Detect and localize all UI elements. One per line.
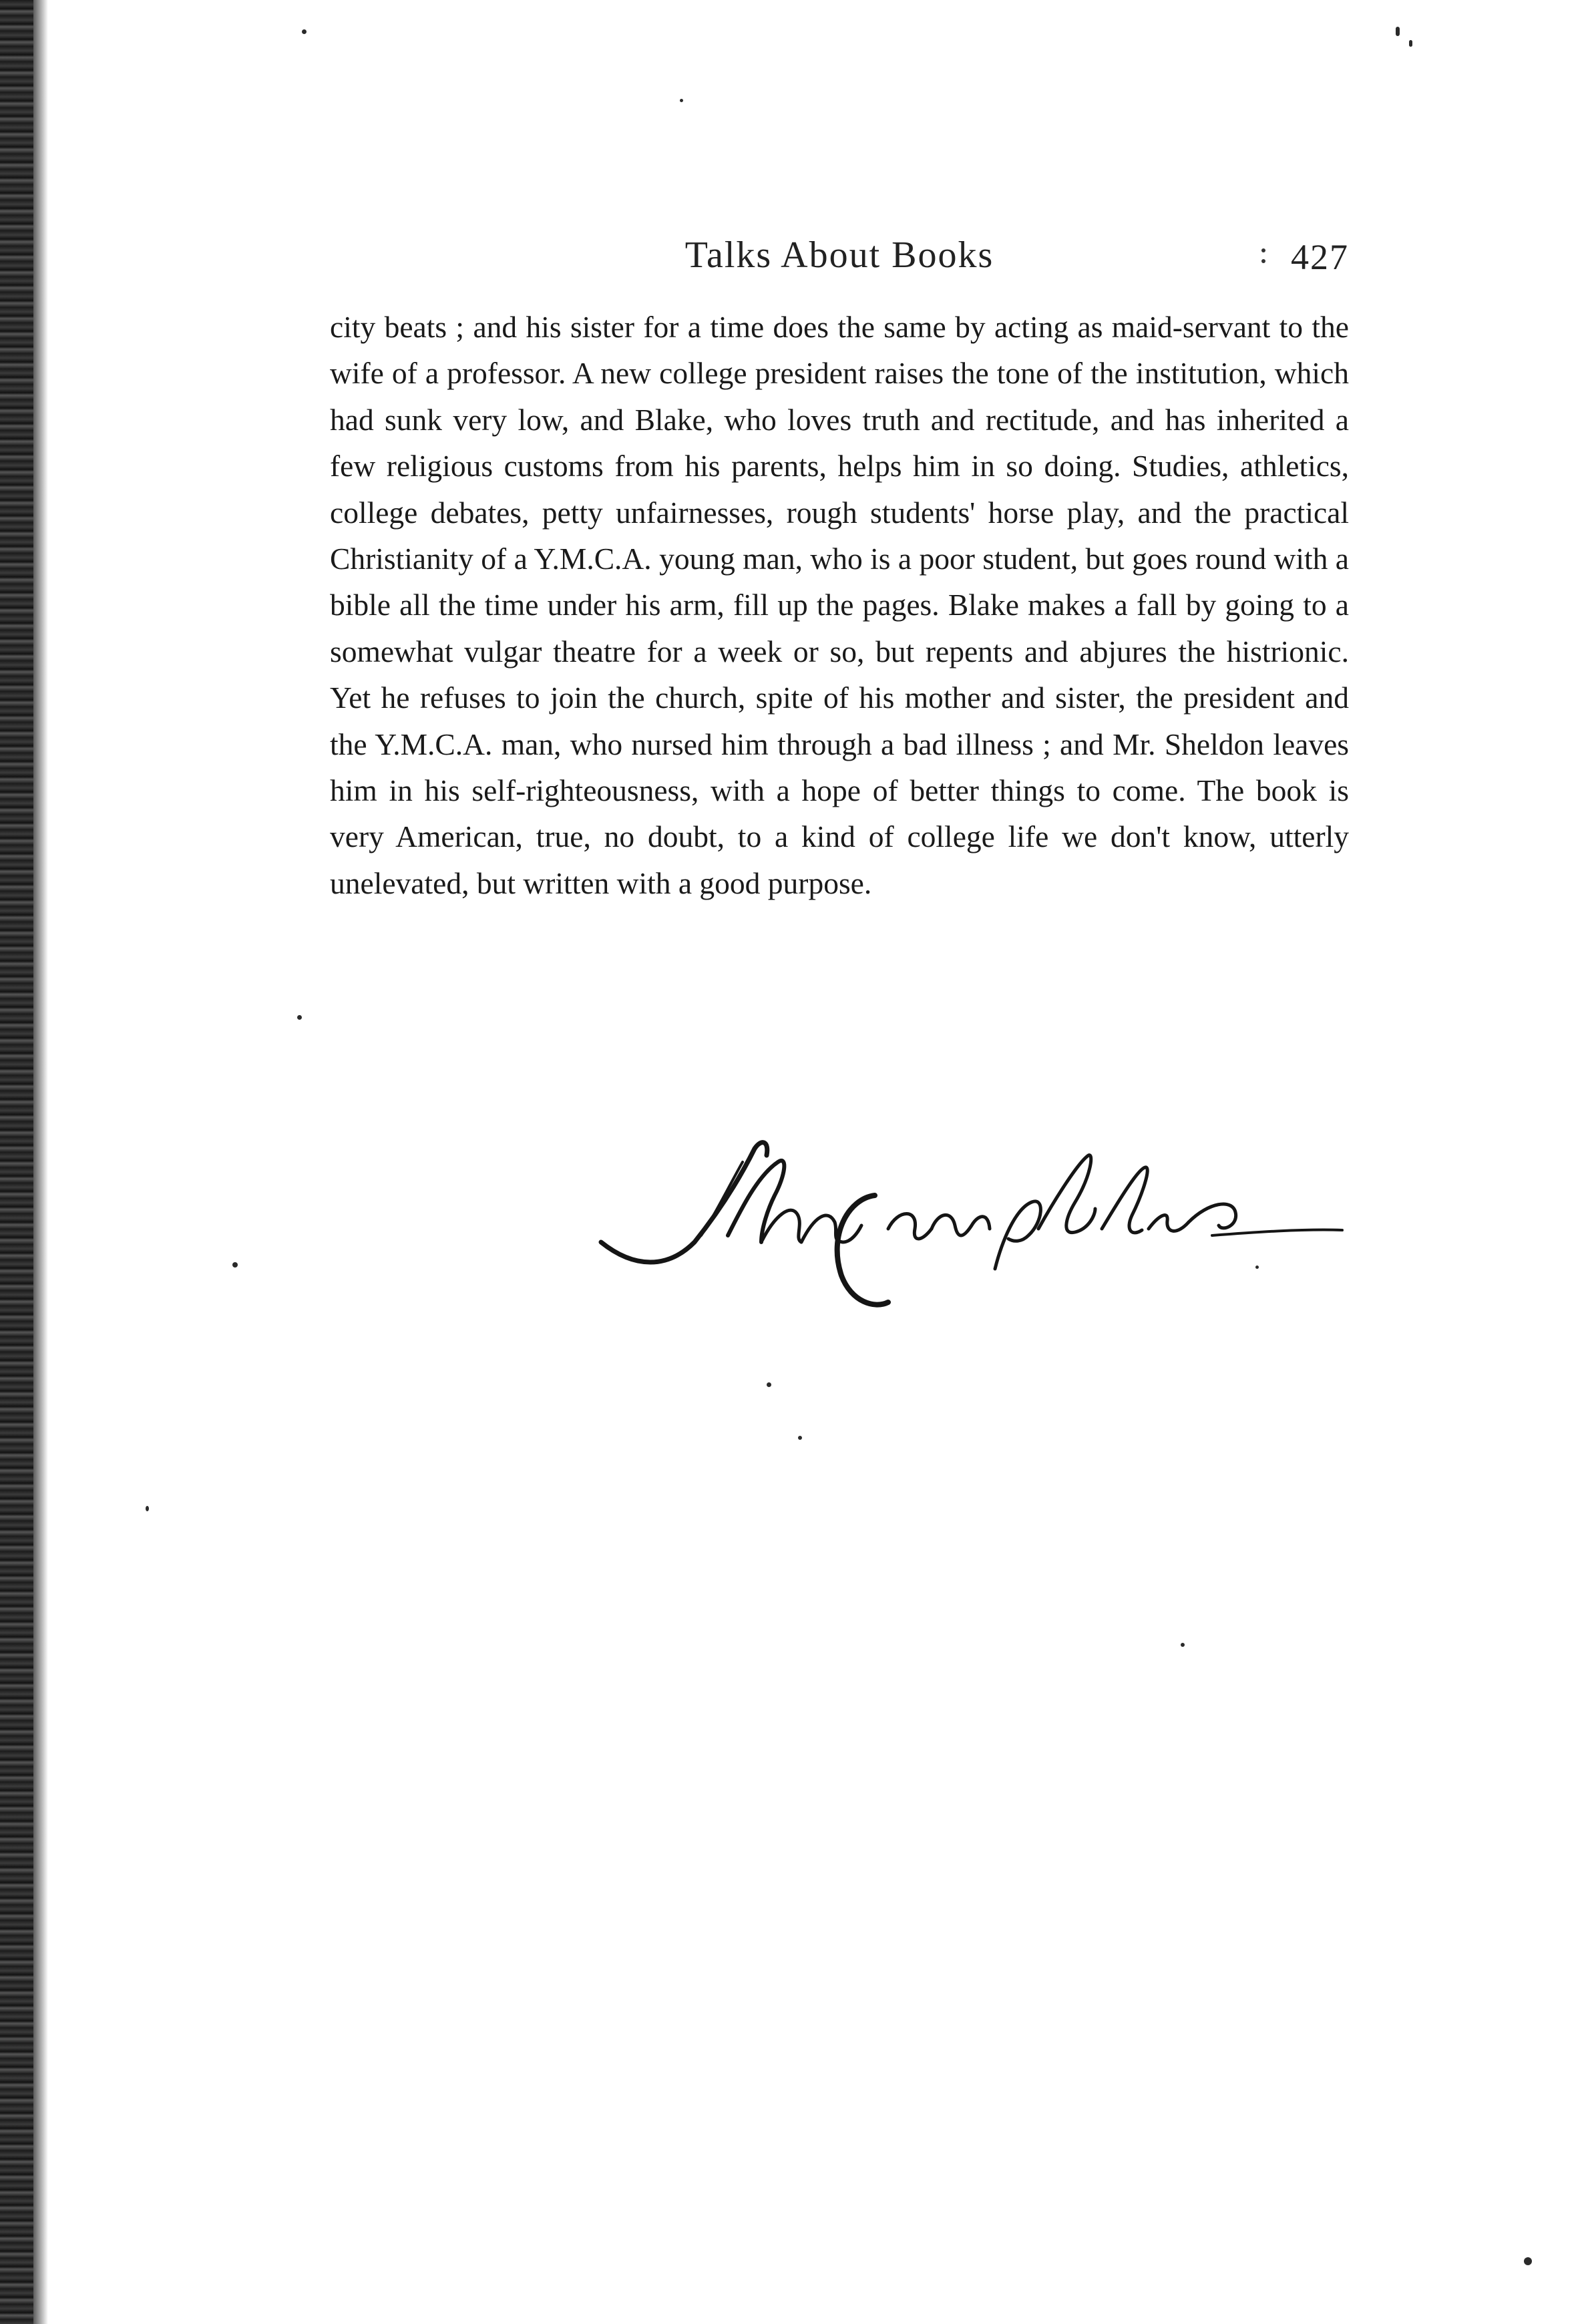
page-speck <box>1181 1643 1185 1647</box>
page-header <box>330 234 1349 280</box>
page-speck <box>232 1262 238 1268</box>
page-number: 427 <box>1291 237 1349 277</box>
page-speck <box>1396 27 1400 36</box>
page-speck <box>297 1015 302 1020</box>
binding-edge <box>0 0 47 2324</box>
running-title: Talks About Books <box>684 234 994 276</box>
page-speck <box>798 1436 802 1440</box>
handwritten-signature <box>594 1135 1349 1336</box>
page-speck <box>146 1506 149 1511</box>
body-paragraph: city beats ; and his sister for a time does the same by acting as maid-servant to the wife of a professor. A new college president raises the tone of the institution, which had sunk very low, and Blake, who loves truth and rectitude, and has inherited a few religious customs from his parents, helps him in so doing. Studies, athletics, college debates, petty unfairnesses, rough students' horse play, and the practical Christianity of a Y.M.C.A. young man, who is a poor student, but goes round with a bible all the time under his arm, fill up the pages. Blake makes a fall by going to a somewhat vulgar theatre for a week or so, but repents and abjures the histrionic. Yet he refuses to join the church, spite of his mother and sister, the president and the Y.M.C.A. man, who nursed him through a bad illness ; and Mr. Sheldon leaves him in his self-righteousness, with a hope of better things to come. The book is very American, true, no doubt, to a kind of college life we don't know, utterly unelevated, but written with a good purpose. <box>330 310 1349 900</box>
page-speck <box>302 29 307 34</box>
page-speck <box>767 1382 771 1387</box>
page-speck <box>1409 40 1412 47</box>
page-speck <box>680 99 683 102</box>
page-speck <box>1255 1266 1259 1269</box>
page-speck <box>1524 2257 1532 2265</box>
